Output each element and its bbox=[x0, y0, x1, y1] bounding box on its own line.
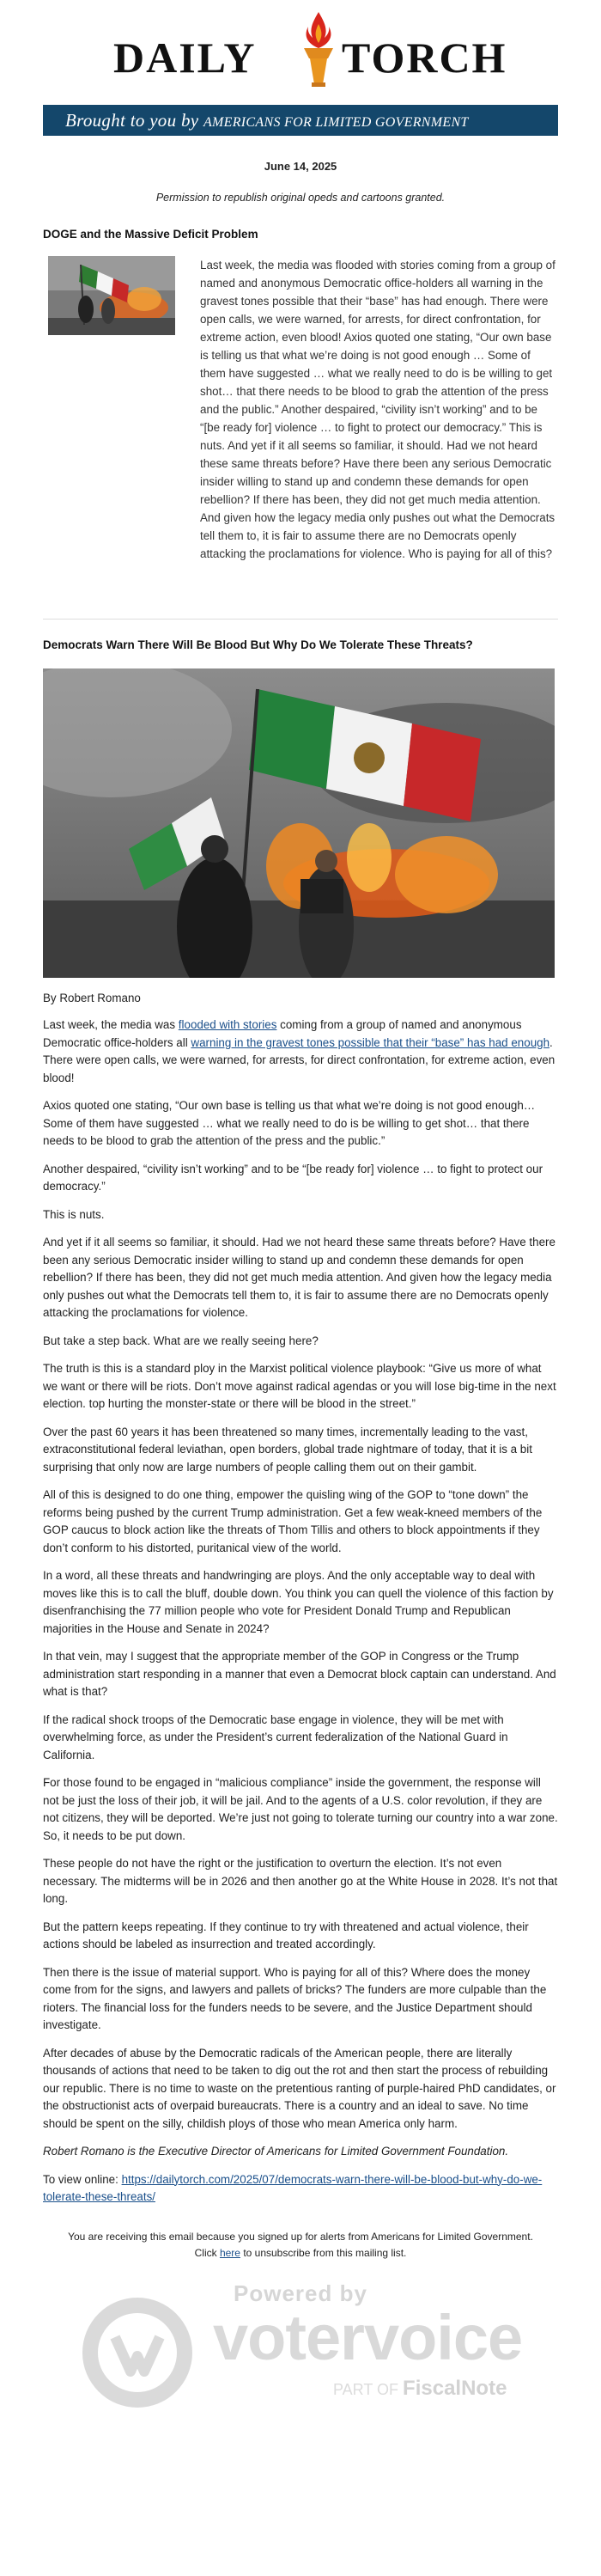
byline: By Robert Romano bbox=[43, 992, 141, 1004]
paragraph-4: This is nuts. bbox=[43, 1207, 105, 1221]
p1-text-b: coming from a group of named and anonymous Democratic office-holders all bbox=[43, 1018, 522, 1049]
issue-date: June 14, 2025 bbox=[264, 160, 337, 173]
view-online-label: To view online: bbox=[43, 2172, 122, 2186]
view-online-link[interactable]: https://dailytorch.com/2025/07/democrats-warn-there-will-be-blood-but-why-do-we-tolerate-these-threats/ bbox=[43, 2172, 543, 2203]
article-title[interactable]: Democrats Warn There Will Be Blood But Why Do We Tolerate These Threats? bbox=[43, 638, 473, 651]
votervoice-wordmark: votervoice bbox=[213, 2301, 523, 2373]
author-note: Robert Romano is the Executive Director of Americans for Limited Government Foundation. bbox=[43, 2145, 509, 2158]
paragraph-10: In a word, all these threats and handwringing are ploys. And the only acceptable way to deal with moves like this is to call the bluff, double down. You think you can quell the violence of this faction by disenfranchising the 77 million people who vote for President Donald Trump and Republican majorities in the House and Senate in 2024? bbox=[43, 1569, 554, 1635]
paragraph-13: For those found to be engaged in “malicious compliance” inside the government, the response will not be just the loss of their job, it will be jail. And to the agents of a U.S. color revolution, if they are not citizens, they will be deported. We’re just not going to tolerate turning our country into a war zone. So, it needs to be put down. bbox=[43, 1776, 558, 1842]
part-of-fiscalnote bbox=[333, 2377, 507, 2401]
link-gravest-tones[interactable]: warning in the gravest tones possible that their “base” has had enough bbox=[191, 1035, 550, 1049]
email-body bbox=[43, 0, 558, 2404]
part-of-label: PART OF bbox=[333, 2380, 399, 2398]
masthead bbox=[43, 0, 558, 96]
paragraph-2: Axios quoted one stating, “Our own base is telling us that what we’re doing is not good enough… Some of them have suggested … what we really need to do is be willing to get shot… that there needs to be blood to grab the attention of the press and the public.” bbox=[43, 1099, 536, 1147]
paragraph-1 bbox=[43, 1016, 558, 1087]
section-divider bbox=[43, 619, 558, 620]
logo-word-daily: DAILY bbox=[113, 34, 257, 82]
paragraph-11: In that vein, may I suggest that the appropriate member of the GOP in Congress or the Trump administration start responding in a manner that even a Democrat block captain can understand. And what is that? bbox=[43, 1650, 556, 1698]
unsubscribe-line bbox=[43, 2245, 558, 2262]
paragraph-6: But take a step back. What are we really seeing here? bbox=[43, 1334, 319, 1347]
votervoice-logo-icon bbox=[77, 2292, 197, 2413]
paragraph-3: Another despaired, “civility isn’t working” and to be “[be ready for] violence … to fight to protect our democracy.” bbox=[43, 1162, 543, 1193]
summary-block bbox=[43, 256, 558, 613]
article-body bbox=[43, 1016, 558, 2207]
summary-thumbnail[interactable] bbox=[48, 256, 175, 335]
paragraph-14: These people do not have the right or the justification to overturn the election. It’s not even necessary. The midterms will be in 2026 and then another go at the White House in 2028. It’s not that long. bbox=[43, 1857, 558, 1905]
summary-title[interactable]: DOGE and the Massive Deficit Problem bbox=[43, 228, 258, 241]
view-online bbox=[43, 2171, 558, 2207]
thumbnail-image bbox=[48, 256, 175, 335]
paragraph-7: The truth is this is a standard ploy in the Marxist political violence playbook: “Give us more of what we want or there will be riots. Don’t move against radical agendas or you will lose big-time in the next election. top hurting the monster-state or there will be blood in the street.” bbox=[43, 1362, 556, 1410]
p1-text-a: Last week, the media was bbox=[43, 1018, 179, 1031]
paragraph-17: After decades of abuse by the Democratic radicals of the American people, there are literally thousands of actions that need to be taken to dig out the rot and then start the process of rebuilding our republic. There is no time to waste on the pretentious ranting of purple-haired PhD candidates, or the obstructionist acts of overpaid bureaucrats. There is a country and an ideal to save. No time should be spent on the silly, childish ploys of those who mean America only harm. bbox=[43, 2046, 556, 2130]
votervoice-branding bbox=[43, 2275, 558, 2404]
unsubscribe-link[interactable]: here bbox=[219, 2246, 240, 2259]
link-flooded-with-stories[interactable]: flooded with stories bbox=[178, 1018, 277, 1031]
banner-org: AMERICANS FOR LIMITED GOVERNMENT bbox=[203, 115, 469, 130]
protest-photo bbox=[43, 668, 555, 978]
summary-text: Last week, the media was flooded with stories coming from a group of named and anonymous Democratic office-holders all warning in the gravest tones possible that their “base” has had enough. There were open calls, we were warned, for arrests, for direct confrontation, for extreme action, even blood! Axios quoted one stating, “Our own base is telling us that what we’re doing is not good enough … Some of them have suggested … what we really need to do is be willing to get shot… that there needs to be blood to grab the attention of the press and the public.” Another despaired, “civility isn’t working” and to be “[be ready for] violence … to fight to protect our democracy.” This is nuts. And yet if it all seems so familiar, it should. Had we not heard these same threats before? Have there been any serious Democratic insider willing to stand up and condemn these demands for open rebellion? If there has been, they did not get much media attention. And given how the legacy media only pushes out what the Democrats tell them to, it is fair to assume there are no Democrats openly attacking the proclamations for violence. Who is paying for all of this? bbox=[200, 259, 555, 560]
torch-icon bbox=[297, 10, 340, 89]
powered-by-label: Powered by bbox=[234, 2280, 367, 2306]
email-footer bbox=[43, 2229, 558, 2262]
paragraph-12: If the radical shock troops of the Democratic base engage in violence, they will be met with overwhelming force, as under the President’s current federalization of the National Guard in California. bbox=[43, 1712, 508, 1761]
paragraph-15: But the pattern keeps repeating. If they continue to try with threatened and actual violence, their actions should be labeled as insurrection and treated accordingly. bbox=[43, 1920, 529, 1950]
paragraph-8: Over the past 60 years it has been threatened so many times, incrementally leading to the vast, extraconstitutional federal leviathan, open borders, global trade nightmare of today, that it is a bit surprising that only now are large numbers of people calling them out on their gambit. bbox=[43, 1425, 532, 1474]
article-hero-image bbox=[43, 668, 555, 978]
sponsor-banner bbox=[43, 105, 558, 136]
paragraph-9: All of this is designed to do one thing, empower the quisling wing of the GOP to “tone down” the reforms being pushed by the current Trump administration. Get a few weak-kneed members of the GOP caucus to block action like the threats of Thom Tillis and others to block appointments if they don’t conform to his distorted, puritanical view of the world. bbox=[43, 1488, 543, 1554]
unsubscribe-suffix: to unsubscribe from this mailing list. bbox=[240, 2246, 407, 2259]
fiscalnote-wordmark: FiscalNote bbox=[403, 2376, 507, 2400]
p1-text-c: . There were open calls, we were warned, for arrests, for direct confrontation, for extreme action, even blood! bbox=[43, 1035, 555, 1084]
paragraph-5: And yet if it all seems so familiar, it should. Had we not heard these same threats before? Have there been any serious Democratic insider willing to stand up and condemn these demands for open rebellion? If there has been, they did not get much media attention. And given how the legacy media only pushes out what the Democrats tell them to, it is fair to assume there are no Democrats openly attacking the proclamations for violence. bbox=[43, 1236, 555, 1319]
logo-word-torch: TORCH bbox=[342, 34, 507, 82]
paragraph-16: Then there is the issue of material support. Who is paying for all of this? Where does the money come from for the signs, and lawyers and pallets of bricks? The funders are more culpable than the rioters. The financial loss for the funders needs to be severe, and the Justice Department should investigate. bbox=[43, 1965, 547, 2031]
permission-note: Permission to republish original opeds and cartoons granted. bbox=[155, 192, 446, 204]
banner-prefix: Brought to you by bbox=[65, 110, 199, 131]
unsubscribe-prefix: Click bbox=[194, 2246, 220, 2259]
footer-notice: You are receiving this email because you signed up for alerts from Americans for Limited Government. bbox=[68, 2230, 533, 2243]
